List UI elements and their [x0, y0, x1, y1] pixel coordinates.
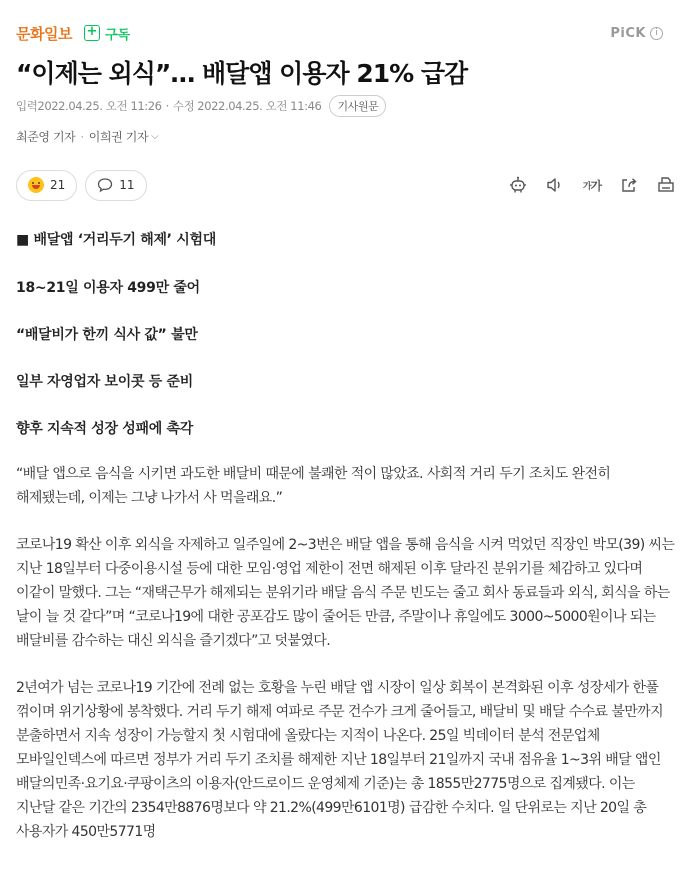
article-subhead: “배달비가 한끼 식사 값” 불만: [16, 327, 198, 343]
input-date: 2022.04.25. 오전 11:26: [37, 99, 162, 113]
article-tools: [494, 172, 679, 198]
article-paragraph: 코로나19 확산 이후 외식을 자제하고 일주일에 2~3번은 배달 앱을 통해 음식을 시켜 먹었던 직장인 박모(39) 씨는 지난 18일부터 다중이용시설 등에 대한 모임·영업 제한이 전면 해제된 이후 달라진 분위기를 체감하고 있다며 이같이 말했다. 그는 “재택근무가 해제되는 분위기라 배달 음식 주문 빈도는 줄고 회사 동료들과 외식, 회식을 하는 날이 늘 것 같다”며 “코로나19에 대한 공포감도 많이 줄어든 만큼, 주말이나 휴일에도 3000~5000원이나 되는 배달비를 감수하는 대신 외식을 즐기겠다”고 덧붙였다.: [16, 537, 675, 649]
article-toolbar: [16, 168, 679, 202]
byline-separator: ·: [80, 129, 84, 144]
comment-bubble-icon: [97, 177, 113, 193]
font-size-icon[interactable]: [579, 172, 605, 198]
byline: [16, 128, 158, 145]
modified-date: 2022.04.25. 오전 11:46: [197, 99, 322, 113]
reporter-name[interactable]: 이희권 기자: [88, 130, 149, 144]
press-header: [16, 22, 663, 44]
comment-count: 11: [119, 178, 135, 192]
reaction-count: 21: [50, 178, 66, 192]
font-size-small-label: 가: [582, 181, 591, 192]
chevron-down-icon[interactable]: ⌵: [151, 131, 159, 142]
laughing-face-icon: [28, 177, 44, 193]
modified-label: 수정: [172, 99, 195, 113]
font-size-large-label: 가: [590, 178, 602, 193]
reporter-name[interactable]: 최준영 기자: [16, 130, 76, 144]
subscribe-label: 구독: [104, 27, 131, 43]
subscribe-button[interactable]: [84, 24, 130, 43]
article-subhead: ■ 배달앱 ‘거리두기 해제’ 시험대: [16, 232, 216, 248]
article-body: [16, 222, 676, 844]
summary-robot-icon[interactable]: [505, 172, 531, 198]
article-subhead: 일부 자영업자 보이콧 등 준비: [16, 374, 193, 390]
print-icon[interactable]: [653, 172, 679, 198]
article-paragraph: “배달 앱으로 음식을 시키면 과도한 배달비 때문에 불쾌한 적이 많았죠. 사회적 거리 두기 조치도 완전히 해제됐는데, 이제는 그냥 나가서 사 먹을래요.”: [16, 466, 611, 506]
date-separator: ·: [165, 99, 169, 113]
article-subhead: 18~21일 이용자 499만 줄어: [16, 280, 200, 296]
share-icon[interactable]: [616, 172, 642, 198]
pick-label: PiCK: [610, 25, 646, 41]
reaction-button[interactable]: [16, 170, 77, 201]
comment-button[interactable]: [85, 170, 146, 201]
speaker-icon[interactable]: [542, 172, 568, 198]
article-paragraph: 2년여가 넘는 코로나19 기간에 전례 없는 호황을 누린 배달 앱 시장이 일상 회복이 본격화된 이후 성장세가 한풀 꺾이며 위기상황에 봉착했다. 거리 두기 해제 여파로 주문 건수가 크게 줄어들고, 배달비 및 배달 수수료 불만까지 분출하면서 지속 성장이 가능할지 첫 시험대에 올랐다는 지적이 나온다. 25일 빅데이터 분석 전문업체 모바일인덱스에 따르면 정부가 거리 두기 조치를 해제한 지난 18일부터 21일까지 국내 점유율 1~3위 배달 앱인 배달의민족·요기요·쿠팡이츠의 이용자(안드로이드 운영체제 기준)는 총 1855만2775명으로 집계됐다. 이는 지난달 같은 기간의 2354만8876명보다 약 21.2%(499만6101명) 급감한 수치다. 일 단위로는 지난 20일 총 사용자가 450만5771명: [16, 680, 664, 840]
article-dateline: [16, 95, 386, 117]
plus-icon: +: [84, 25, 100, 41]
article-subhead: 향후 지속적 성장 성패에 촉각: [16, 421, 193, 437]
article-headline: “이제는 외식”… 배달앱 이용자 21% 급감: [16, 59, 468, 88]
info-icon[interactable]: i: [650, 27, 663, 40]
pick-badge[interactable]: [610, 26, 663, 41]
input-label: 입력: [16, 99, 38, 113]
original-article-button[interactable]: 기사원문: [329, 95, 386, 117]
press-logo[interactable]: 문화일보: [16, 24, 72, 43]
